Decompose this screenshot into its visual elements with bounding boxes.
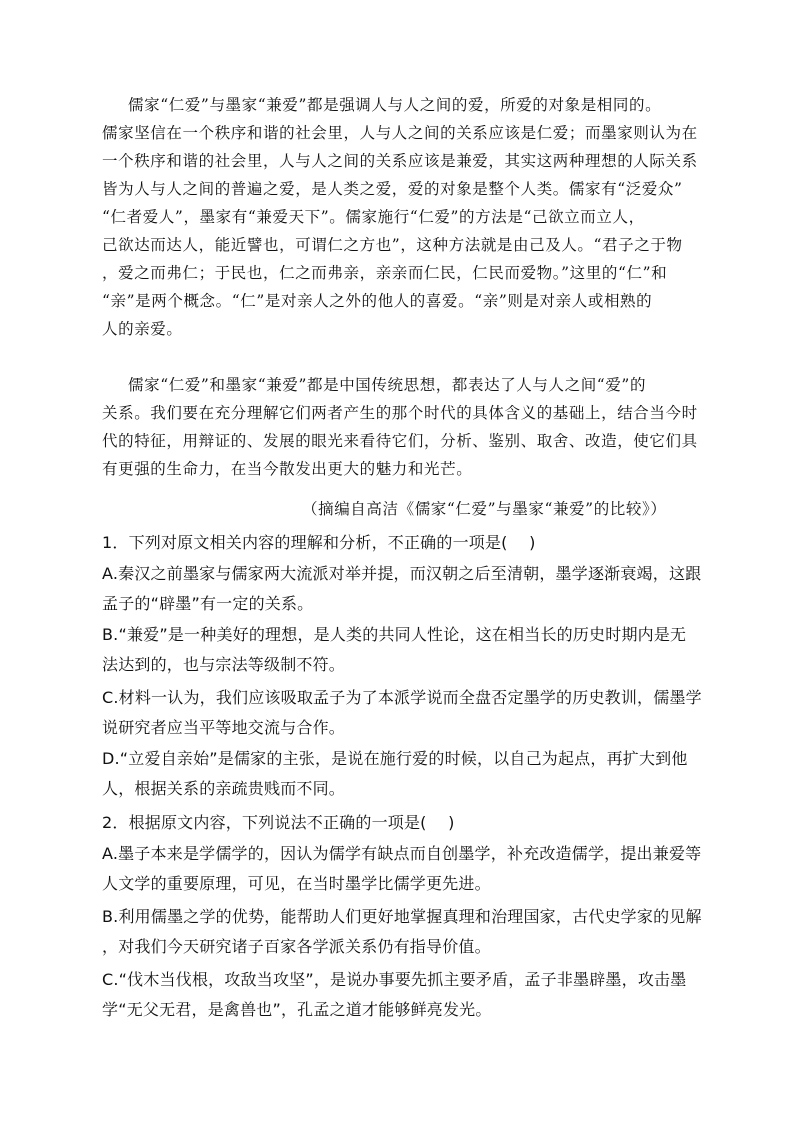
option-a-continued: 人文学的重要原理，可见，在当时墨学比儒学更先进。 — [102, 874, 491, 893]
passage-line: 皆为人与人之间的普遍之爱，是人类之爱，爱的对象是整个人类。儒家有“泛爱众” — [102, 180, 683, 198]
option-c-continued: 学“无父无君，是禽兽也”，孔孟之道才能够鲜亮发光。 — [102, 1000, 492, 1019]
passage-line: 儒家“仁爱”和墨家“兼爱”都是中国传统思想，都表达了人与人之间“爱”的 — [128, 376, 647, 394]
passage-line: 一个秩序和谐的社会里，人与人之间的关系应该是兼爱，其实这两种理想的人际关系 — [102, 152, 698, 170]
question-stem: 1．下列对原文相关内容的理解和分析，不正确的一项是( ) — [102, 533, 536, 552]
option-d: D.“立爱自亲始”是儒家的主张，是说在施行爱的时候，以自己为起点，再扩大到他 — [102, 749, 688, 768]
option-c-continued: 说研究者应当平等地交流与合作。 — [102, 718, 346, 737]
option-b: B.利用儒墨之学的优势，能帮助人们更好地掌握真理和治理国家，古代史学家的见解 — [102, 907, 702, 926]
passage-line: 儒家坚信在一个秩序和谐的社会里，人与人之间的关系应该是仁爱；而墨家则认为在 — [102, 124, 698, 142]
passage-line: 儒家“仁爱”与墨家“兼爱”都是强调人与人之间的爱，所爱的对象是相同的。 — [128, 96, 662, 114]
option-b-continued: 法达到的，也与宗法等级制不符。 — [102, 655, 346, 674]
option-d-continued: 人，根据关系的亲疏贵贱而不同。 — [102, 779, 346, 798]
passage-line: “亲”是两个概念。“仁”是对亲人之外的他人的喜爱。“亲”则是对亲人或相熟的 — [102, 292, 653, 310]
option-a: A.墨子本来是学儒学的，因认为儒学有缺点而自创墨学，补充改造儒学，提出兼爱等 — [102, 844, 702, 863]
option-c: C.“伐木当伐根，攻敌当攻坚”，是说办事要先抓主要矛盾，孟子非墨辟墨，攻击墨 — [102, 970, 687, 989]
option-c: C.材料一认为，我们应该吸取孟子为了本派学说而全盘否定墨学的历史教训，儒墨学 — [102, 688, 702, 707]
passage-line: 人的亲爱。 — [102, 320, 183, 338]
passage-line: 关系。我们要在充分理解它们两者产生的那个时代的具体含义的基础上，结合当今时 — [102, 404, 698, 422]
passage-line: 己欲达而达人，能近譬也，可谓仁之方也”，这种方法就是由己及人。“君子之于物 — [102, 236, 683, 254]
passage-line: ，爱之而弗仁；于民也，仁之而弗亲，亲亲而仁民，仁民而爱物。”这里的“仁”和 — [102, 264, 668, 282]
passage-line: “仁者爱人”，墨家有“兼爱天下”。儒家施行“仁爱”的方法是“己欲立而立人， — [102, 208, 645, 226]
option-b-continued: ，对我们今天研究诸子百家各学派关系仍有指导价值。 — [102, 937, 491, 956]
source-citation: （摘编自高洁《儒家“仁爱”与墨家“兼爱”的比较》） — [302, 500, 667, 518]
question-stem: 2．根据原文内容，下列说法不正确的一项是( ) — [102, 813, 455, 832]
passage-line: 代的特征，用辩证的、发展的眼光来看待它们，分析、鉴别、取舍、改造，使它们具 — [102, 432, 698, 450]
option-a: A.秦汉之前墨家与儒家两大流派对举并提，而汉朝之后至清朝，墨学逐渐衰竭，这跟 — [102, 564, 702, 583]
passage-line: 有更强的生命力，在当今散发出更大的魅力和光芒。 — [102, 460, 473, 478]
option-a-continued: 孟子的“辟墨”有一定的关系。 — [102, 594, 314, 613]
option-b: B.“兼爱”是一种美好的理想，是人类的共同人性论，这在相当长的历史时期内是无 — [102, 625, 687, 644]
